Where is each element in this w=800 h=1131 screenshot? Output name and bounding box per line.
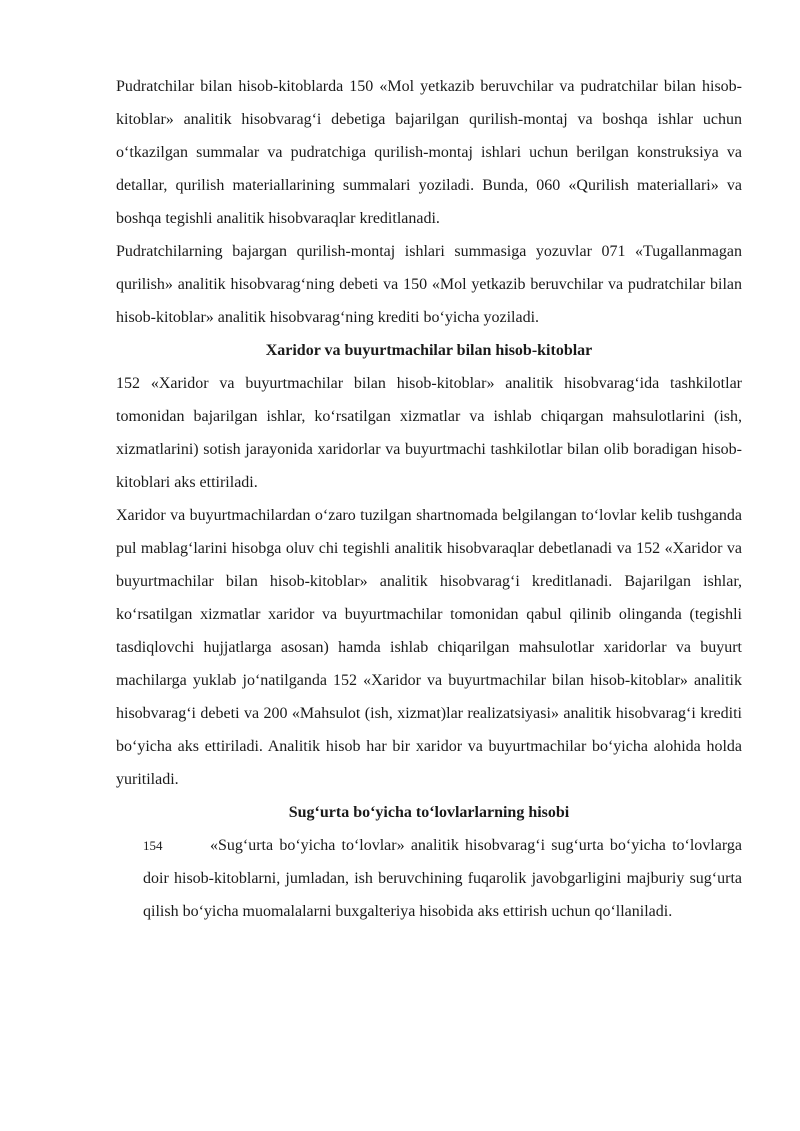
paragraph-customers-account: 152 «Xaridor va buyurtmachilar bilan hisob-kitoblar» analitik hisobvarag‘ida tashkilotlar tomonidan bajarilgan ishlar, ko‘rsatilgan xizmatlar va ishlab chiqargan mahsulotlarini (ish, xizmatlarini) sotish jarayonida xaridorlar va buyurtmachi tashkilotlar bilan olib boradigan hisob-kitoblari aks ettiriladi. xyxy=(116,375,742,491)
list-item-number: 154 xyxy=(143,838,163,853)
section-heading-insurance: Sug‘urta bo‘yicha to‘lovlarlarning hisobi xyxy=(288,804,570,821)
section-heading-customers: Xaridor va buyurtmachilar bilan hisob-kitoblar xyxy=(265,342,593,359)
paragraph-contractors-debit: Pudratchilar bilan hisob-kitoblarda 150 «Mol yetkazib beruvchilar va pudratchilar bilan hisob-kitoblar» analitik hisobvarag‘i debetiga bajarilgan qurilish-montaj va boshqa ishlar uchun o‘tkazilgan summalar va pudratchiga qurilish-montaj ishlari uchun berilgan konstruksiya va detallar, qurilish materiallarining summalari yoziladi. Bunda, 060 «Qurilish materiallari» va boshqa tegishli analitik hisobvaraqlar kreditlanadi. xyxy=(116,78,742,227)
paragraph-contractors-work: Pudratchilarning bajargan qurilish-montaj ishlari summasiga yozuvlar 071 «Tugallanmagan qurilish» analitik hisobvarag‘ning debeti va 150 «Mol yetkazib beruvchilar va pudratchilar bilan hisob-kitoblar» analitik hisobvarag‘ning krediti bo‘yicha yoziladi. xyxy=(116,243,742,326)
document-page xyxy=(116,70,742,928)
list-item-insurance xyxy=(116,829,742,928)
paragraph-customers-payments: Xaridor va buyurtmachilardan o‘zaro tuzilgan shartnomada belgilangan to‘lovlar kelib tushganda pul mablag‘larini hisobga oluv chi tegishli analitik hisobvaraqlar debetlanadi va 152 «Xaridor va buyurtmachilar bilan hisob-kitoblar» analitik hisobvarag‘i kreditlanadi. Bajarilgan ishlar, ko‘rsatilgan xizmatlar xaridor va buyurtmachilar tomonidan qabul qilinib olinganda (tegishli tasdiqlovchi hujjatlarga asosan) hamda ishlab chiqarilgan mahsulotlar xaridorlar va buyurt machilarga yuklab jo‘natilganda 152 «Xaridor va buyurtmachilar bilan hisob-kitoblar» analitik hisobvarag‘i debeti va 200 «Mahsulot (ish, xizmat)lar realizatsiyasi» analitik hisobvarag‘i krediti bo‘yicha aks ettiriladi. Analitik hisob har bir xaridor va buyurtmachilar bo‘yicha alohida holda yuritiladi. xyxy=(116,507,742,788)
list-item-text: «Sug‘urta bo‘yicha to‘lovlar» analitik hisobvarag‘i sug‘urta bo‘yicha to‘lovlarga doir hisob-kitoblarni, jumladan, ish beruvchining fuqarolik javobgarligini majburiy sug‘urta qilish bo‘yicha muomalalarni buxgalteriya hisobida aks ettirish uchun qo‘llaniladi. xyxy=(143,837,742,920)
